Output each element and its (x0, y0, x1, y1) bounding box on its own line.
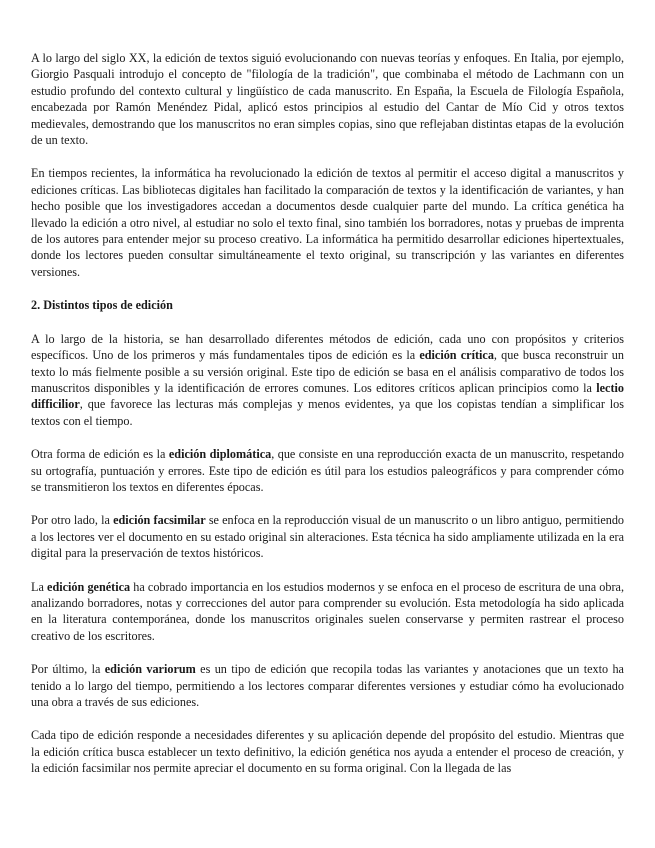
paragraph-edicion-facsimilar (31, 512, 624, 561)
text-run: Por último, la (31, 662, 105, 677)
paragraph-siglo-xx: A lo largo del siglo XX, la edición de textos siguió evolucionando con nuevas teorías y enfoques. En Italia, por ejemplo, Giorgio Pasquali introdujo el concepto de "filología de la tradición", que combinaba el método de Lachmann con un estudio profundo del contexto cultural y lingüístico de cada manuscrito. En España, la Escuela de Filología Española, encabezada por Ramón Menéndez Pidal, aplicó estos principios al estudio del Cantar de Mío Cid y otros textos medievales, demostrando que los manuscritos no eran simples copias, sino que reflejaban distintas etapas de la evolución de un texto. (31, 51, 624, 148)
term-edicion-diplomatica: edición diplomática (168, 447, 272, 462)
text-run: , que consiste en una reproducción exacta de un manuscrito, respetando su ortografía, puntuación y errores. Este tipo de edición es útil para los estudios paleográficos y para comprender cómo se transmitieron los textos en diferentes épocas. (31, 447, 624, 494)
term-edicion-critica: edición crítica (419, 348, 494, 363)
paragraph-edicion-diplomatica (31, 446, 624, 495)
paragraph-edicion-genetica (31, 579, 624, 645)
text-run: A lo largo de la historia, se han desarrollado diferentes métodos de edición, cada uno con propósitos y criterios específicos. Uno de los primeros y más fundamentales tipos de edición es la (31, 331, 624, 363)
text-run: Por otro lado, la (31, 513, 114, 528)
text-run: es un tipo de edición que recopila todas las variantes y anotaciones que un texto ha tenido a lo largo del tiempo, permitiendo a los lectores comparar diferentes versiones y estudiar cómo ha evolucionado una obra a través de sus ediciones. (31, 662, 624, 709)
term-edicion-genetica: edición genética (47, 579, 131, 594)
text-run: , que busca reconstruir un texto lo más fielmente posible a su versión original. Este tipo de edición se basa en el análisis comparativo de todos los manuscritos disponibles y la identificación de errores comunes. Los editores críticos aplican principios como la (31, 348, 624, 395)
text-run: , que favorece las lecturas más complejas y menos evidentes, ya que los copistas tendían a simplificar los textos con el tiempo. (31, 397, 624, 428)
term-edicion-facsimilar: edición facsimilar (113, 513, 206, 528)
text-run: ha cobrado importancia en los estudios modernos y se enfoca en el proceso de escritura de una obra, analizando borradores, notas y correcciones del autor para comprender su evolución. Esta metodología ha sido aplicada en la literatura contemporánea, donde los manuscritos originales suelen conservarse y permiten rastrear el proceso creativo de los escritores. (31, 579, 624, 643)
text-run: se enfoca en la reproducción visual de un manuscrito o un libro antiguo, permitiendo a los lectores ver el documento en su estado original sin alteraciones. Esta técnica ha sido ampliamente utilizada en la era digital para la preservación de textos históricos. (31, 513, 625, 561)
section-heading: 2. Distintos tipos de edición (31, 298, 173, 313)
text-run: La (31, 579, 48, 594)
document-page (31, 50, 624, 794)
term-edicion-variorum: edición variorum (104, 662, 196, 677)
paragraph-tiempos-recientes: En tiempos recientes, la informática ha revolucionado la edición de textos al permitir el acceso digital a manuscritos y ediciones críticas. Las bibliotecas digitales han facilitado la comparación de textos y la identificación de variantes, y han hecho posible que los investigadores accedan a documentos desde cualquier parte del mundo. La crítica genética ha llevado la edición a otro nivel, al estudiar no solo el texto final, sino también los borradores, notas y pruebas de imprenta de los autores para entender mejor su proceso creativo. La informática ha permitido desarrollar ediciones hipertextuales, donde los lectores pueden consultar simultáneamente el texto original, su transcripción y las variantes en diferentes versiones. (31, 166, 624, 279)
term-lectio-difficilior: lectio difficilior (31, 380, 624, 412)
paragraph-edicion-variorum (31, 661, 624, 710)
paragraph-conclusion: Cada tipo de edición responde a necesidades diferentes y su aplicación depende del propósito del estudio. Mientras que la edición crítica busca establecer un texto definitivo, la edición genética nos ayuda a entender el proceso de creación, y la edición facsimilar nos permite apreciar el documento en su forma original. Con la llegada de las (31, 728, 624, 776)
paragraph-edicion-critica (31, 331, 624, 429)
text-run: Otra forma de edición es la (31, 447, 169, 462)
